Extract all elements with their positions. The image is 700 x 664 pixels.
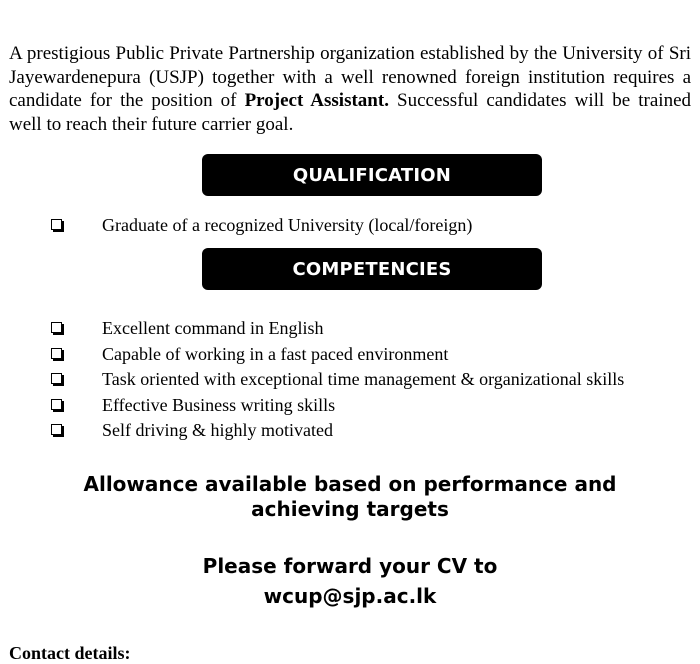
checkbox-bullet-icon — [51, 424, 62, 435]
checkbox-bullet-icon — [51, 348, 62, 359]
position-title: Project Assistant. — [244, 90, 389, 111]
list-item-text: Task oriented with exceptional time management & organizational skills — [102, 369, 625, 389]
list-item-text: Capable of working in a fast paced environment — [102, 343, 449, 364]
allowance-line-2: achieving targets — [251, 497, 449, 521]
checkbox-bullet-icon — [51, 322, 62, 333]
intro-paragraph — [9, 42, 691, 136]
intro-text-before: A prestigious Public Private Partnership organization established by the University of Sri Jayewardenepura (USJP) together with a well renowned foreign institution requires a candidate for the position of — [9, 43, 691, 111]
contact-email: wcup@sjp.ac.lk — [263, 584, 437, 608]
list-item-text: Effective Business writing skills — [102, 394, 336, 415]
cv-instruction-line: Please forward your CV to — [202, 554, 498, 578]
intro-text-after: Successful candidates will be trained well to reach their future carrier goal. — [9, 90, 692, 135]
list-item-text: Excellent command in English — [102, 318, 324, 338]
allowance-line-1: Allowance available based on performance and — [83, 472, 617, 496]
allowance-note — [0, 472, 700, 522]
checkbox-bullet-icon — [51, 399, 62, 410]
checkbox-bullet-icon — [51, 373, 62, 384]
checkbox-bullet-icon — [51, 219, 62, 230]
list-item-text: Graduate of a recognized University (local/foreign) — [102, 215, 473, 235]
list-item-text: Self driving & highly motivated — [102, 420, 333, 440]
contact-details-label: Contact details: — [9, 643, 131, 663]
cv-instructions — [0, 554, 700, 609]
competencies-heading: COMPETENCIES — [202, 248, 542, 290]
qualification-heading: QUALIFICATION — [202, 154, 542, 196]
